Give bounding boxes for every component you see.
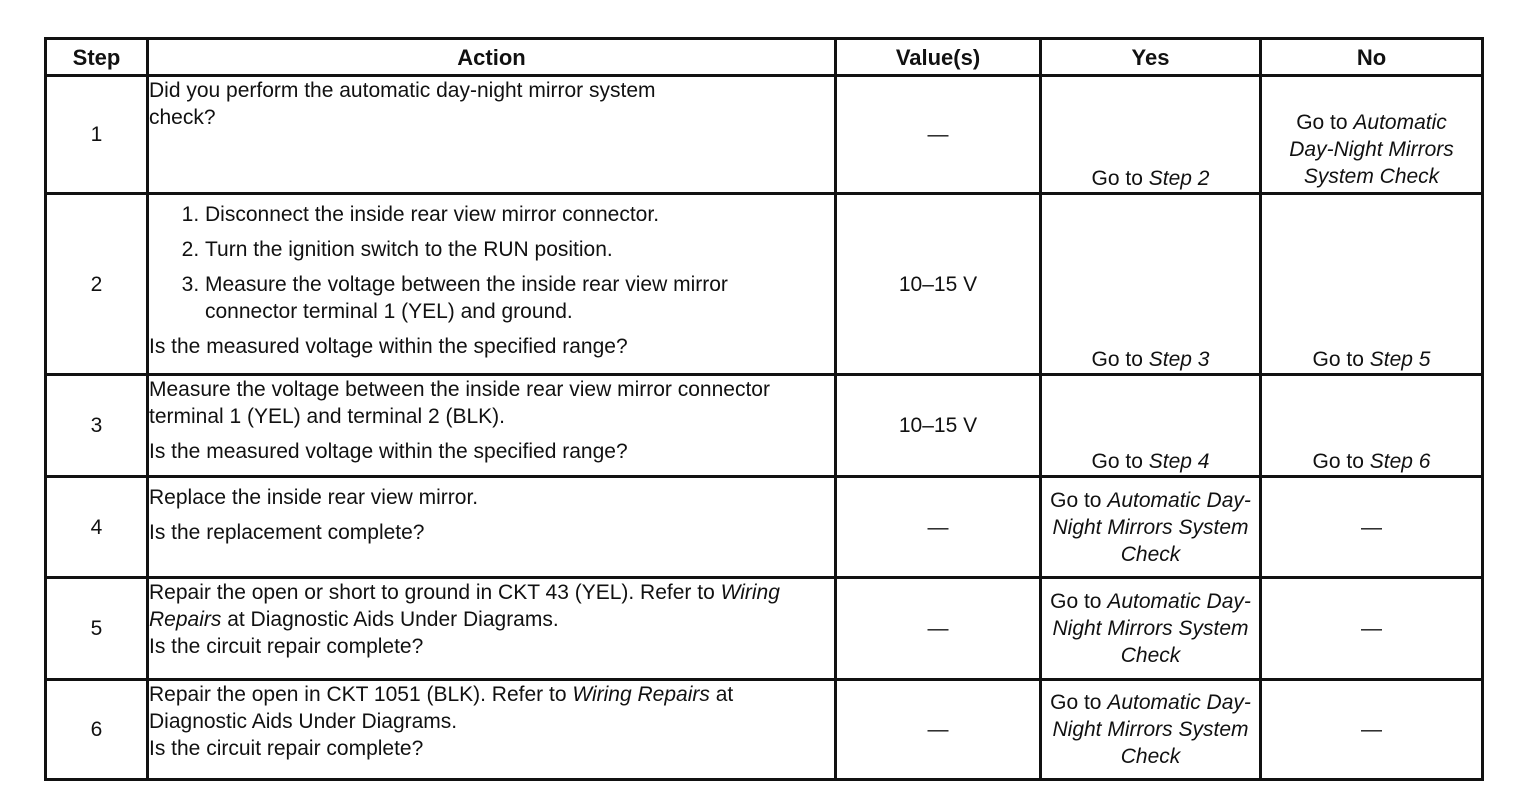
header-step: Step <box>46 39 148 76</box>
procedure-item: 2. Turn the ignition switch to the RUN position. <box>205 236 834 263</box>
action-question: Is the circuit repair complete? <box>149 635 424 658</box>
yes-link[interactable]: Step 3 <box>1148 348 1210 371</box>
action-text-post: at Diagnostic Aids Under Diagrams. <box>221 608 559 631</box>
table-row <box>46 578 1483 680</box>
action-cell <box>148 477 836 578</box>
no-cell: — <box>1261 477 1483 578</box>
yes-link[interactable]: Step 2 <box>1148 167 1210 190</box>
table-row <box>46 680 1483 780</box>
action-cell <box>148 680 836 780</box>
value-cell: — <box>836 680 1041 780</box>
no-link[interactable]: Step 5 <box>1369 348 1431 371</box>
no-link[interactable]: Automatic Day-Night Mirrors System Check <box>1289 111 1454 188</box>
action-text-pre: Repair the open in CKT 1051 (BLK). Refer to <box>149 683 573 706</box>
no-cell <box>1261 76 1483 194</box>
yes-cell <box>1041 375 1261 477</box>
action-cell <box>148 76 836 194</box>
yes-link[interactable]: Automatic Day-Night Mirrors System Check <box>1052 488 1251 566</box>
value-cell: — <box>836 578 1041 680</box>
table-row <box>46 477 1483 578</box>
yes-cell <box>1041 578 1261 680</box>
value-cell: 10–15 V <box>836 194 1041 375</box>
procedure-item: 1. Disconnect the inside rear view mirror connector. <box>205 201 834 228</box>
header-action: Action <box>148 39 836 76</box>
diagnostic-table <box>44 37 1484 781</box>
header-no: No <box>1261 39 1483 76</box>
no-prefix: Go to <box>1312 450 1370 473</box>
value-cell: — <box>836 76 1041 194</box>
yes-link[interactable]: Automatic Day-Night Mirrors System Check <box>1052 590 1251 667</box>
yes-cell <box>1041 477 1261 578</box>
value-cell: 10–15 V <box>836 375 1041 477</box>
yes-cell <box>1041 76 1261 194</box>
wiring-repairs-link[interactable]: Wiring Repairs <box>572 683 710 706</box>
no-cell <box>1261 375 1483 477</box>
action-cell <box>148 578 836 680</box>
header-yes: Yes <box>1041 39 1261 76</box>
yes-prefix: Go to <box>1091 348 1149 371</box>
action-cell <box>148 375 836 477</box>
header-value: Value(s) <box>836 39 1041 76</box>
action-question: Is the replacement complete? <box>149 521 425 544</box>
yes-prefix: Go to <box>1050 488 1108 512</box>
action-text-pre: Repair the open or short to ground in CKT 43 (YEL). Refer to <box>149 581 721 604</box>
table-row <box>46 375 1483 477</box>
header-row <box>46 39 1483 76</box>
table-row <box>46 194 1483 375</box>
yes-prefix: Go to <box>1091 450 1149 473</box>
yes-prefix: Go to <box>1091 167 1149 190</box>
yes-cell <box>1041 680 1261 780</box>
no-prefix: Go to <box>1296 111 1354 134</box>
step-number: 6 <box>46 680 148 780</box>
wiring-repairs-link[interactable]: Wiring Repairs <box>149 581 780 631</box>
action-question: Is the measured voltage within the specified range? <box>149 335 628 358</box>
no-cell: — <box>1261 680 1483 780</box>
action-question: Is the measured voltage within the specified range? <box>149 440 628 463</box>
action-text: Did you perform the automatic day-night mirror system check? <box>149 79 656 129</box>
action-text <box>149 681 749 735</box>
action-question: Is the circuit repair complete? <box>149 737 424 760</box>
action-text-post: at Diagnostic Aids Under Diagrams. <box>149 683 734 733</box>
step-number: 3 <box>46 375 148 477</box>
yes-link[interactable]: Automatic Day-Night Mirrors System Check <box>1052 691 1251 768</box>
no-cell <box>1261 194 1483 375</box>
action-text: Replace the inside rear view mirror. <box>149 486 479 509</box>
action-text: Measure the voltage between the inside rear view mirror connector terminal 1 (YEL) and terminal 2 (BLK). <box>149 378 770 428</box>
no-cell: — <box>1261 578 1483 680</box>
yes-prefix: Go to <box>1050 691 1108 714</box>
procedure-item: 3. Measure the voltage between the inside rear view mirror connector terminal 1 (YEL) and ground. <box>205 271 785 325</box>
procedure-list <box>149 201 834 325</box>
yes-prefix: Go to <box>1050 590 1108 613</box>
action-cell <box>148 194 836 375</box>
no-prefix: Go to <box>1312 348 1370 371</box>
yes-link[interactable]: Step 4 <box>1148 450 1210 473</box>
step-number: 4 <box>46 477 148 578</box>
step-number: 1 <box>46 76 148 194</box>
step-number: 5 <box>46 578 148 680</box>
table-row <box>46 76 1483 194</box>
no-link[interactable]: Step 6 <box>1369 450 1431 473</box>
step-number: 2 <box>46 194 148 375</box>
action-text <box>149 579 834 633</box>
yes-cell <box>1041 194 1261 375</box>
value-cell: — <box>836 477 1041 578</box>
